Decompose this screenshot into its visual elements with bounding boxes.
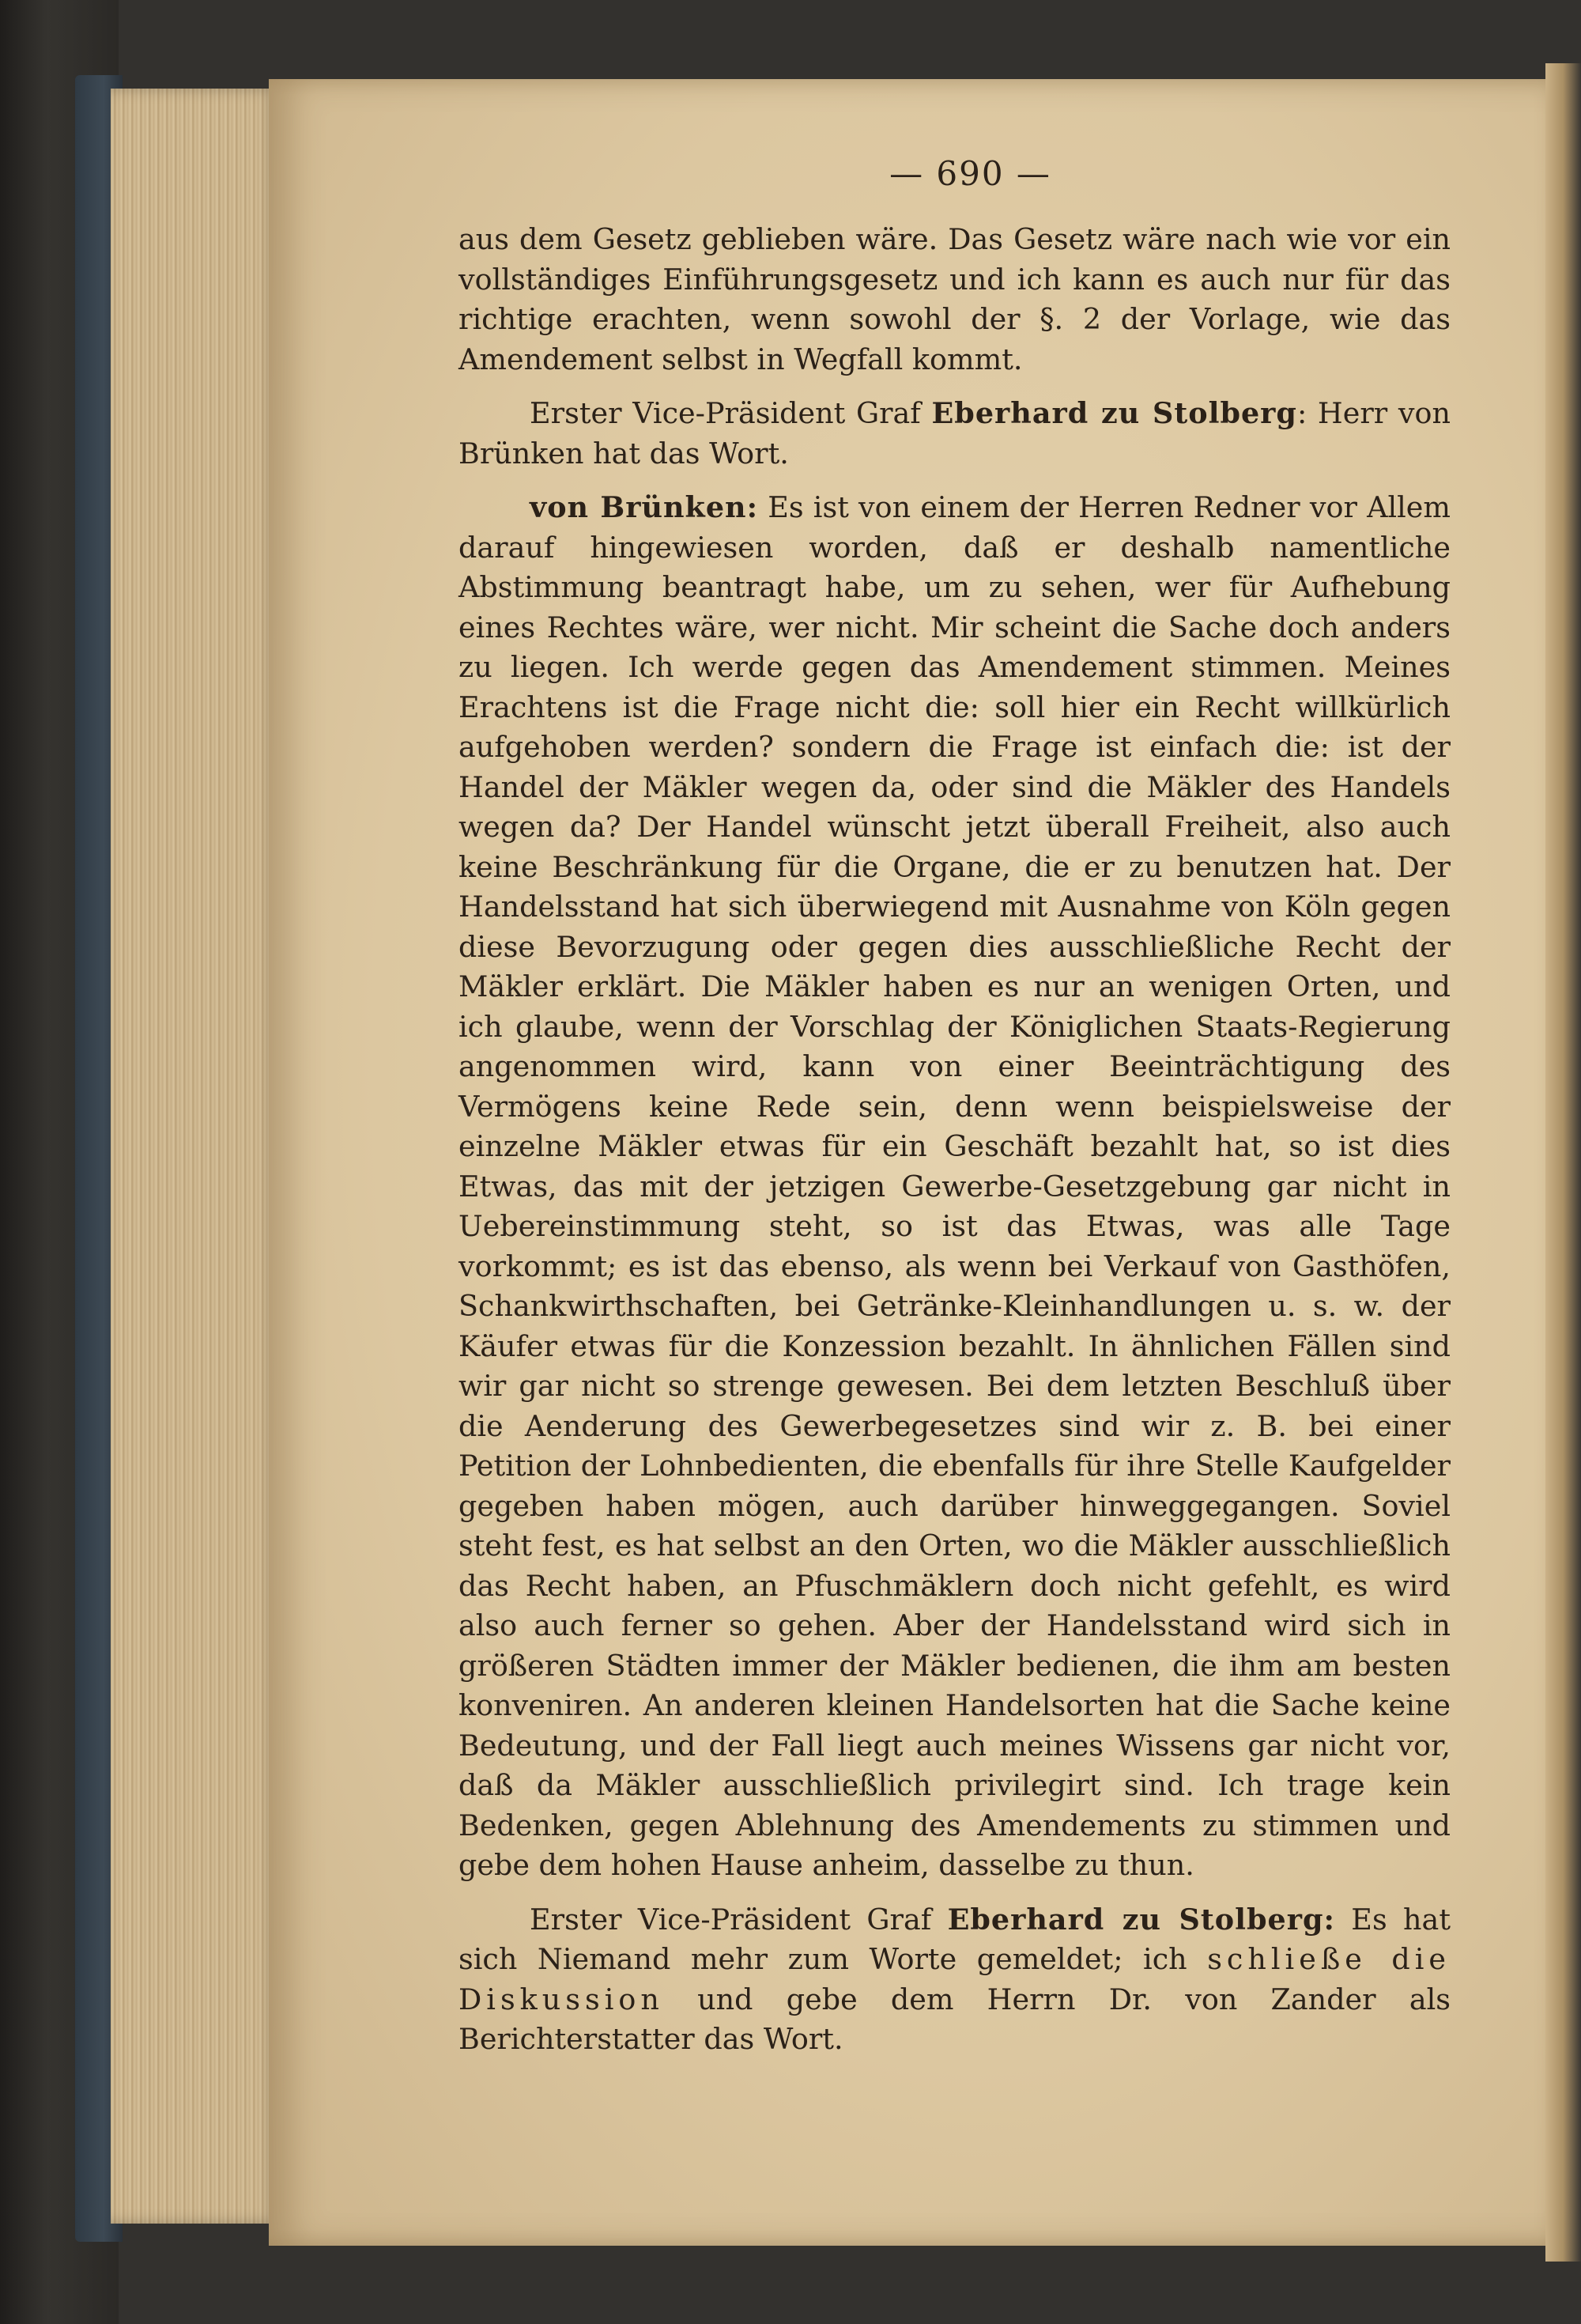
paragraph-text: Erster Vice-Präsident Graf <box>530 1902 948 1937</box>
paragraph-1 <box>458 220 1451 380</box>
page-number-header: — 690 — <box>889 154 1051 193</box>
paragraph-text: und gebe dem Herrn Dr. von Zander als Berichterstatter das Wort. <box>458 1982 1451 2056</box>
paragraph-text: : Herr von Brünken hat das Wort. <box>458 396 1451 470</box>
paragraph-text: Erster Vice-Präsident Graf <box>530 396 932 430</box>
speaker-name: Eberhard zu Stolberg <box>931 396 1297 430</box>
paragraph-text: Es hat sich Niemand mehr zum Worte gemeldet; ich <box>458 1902 1451 1976</box>
speaker-name: Eberhard zu Stolberg: <box>947 1902 1335 1937</box>
paragraph-2 <box>458 394 1451 474</box>
spaced-emphasis: schließe die Diskussion <box>458 1942 1451 2016</box>
paragraph-text: Es ist von einem der Herren Redner vor Allem darauf hingewiesen worden, daß er deshalb namentliche Abstimmung beantragt habe, um zu sehen, wer für Aufhebung eines Rechtes wäre, wer nicht. Mir scheint die Sache doch anders zu liegen. Ich werde gegen das Amendement stimmen. Meines Erachtens ist die Frage nicht die: soll hier ein Recht willkürlich aufgehoben werden? sondern die Frage ist einfach die: ist der Handel der Mäkler wegen da, oder sind die Mäkler des Handels wegen da? Der Handel wünscht jetzt überall Freiheit, also auch keine Beschränkung für die Organe, die er zu benutzen hat. Der Handelsstand hat sich überwiegend mit Ausnahme von Köln gegen diese Bevorzugung oder gegen dies ausschließliche Recht der Mäkler erklärt. Die Mäkler haben es nur an wenigen Orten, und ich glaube, wenn der Vorschlag der Königlichen Staats-Regierung angenommen wird, kann von einer Beeinträchtigung des Vermögens keine Rede sein, denn wenn beispielsweise der einzelne Mäkler etwas für ein Geschäft bezahlt hat, so ist dies Etwas, das mit der jetzigen Gewerbe-Gesetzgebung gar nicht in Uebereinstimmung steht, so ist das Etwas, was alle Tage vorkommt; es ist das ebenso, als wenn bei Verkauf von Gasthöfen, Schankwirthschaften, bei Getränke-Kleinhandlungen u. s. w. der Käufer etwas für die Konzession bezahlt. In ähnlichen Fällen sind wir gar nicht so strenge gewesen. Bei dem letzten Beschluß über die Aenderung des Gewerbegesetzes sind wir z. B. bei einer Petition der Lohnbedienten, die ebenfalls für ihre Stelle Kaufgelder gegeben haben mögen, auch darüber hinweggegangen. Soviel steht fest, es hat selbst an den Orten, wo die Mäkler ausschließlich das Recht haben, an Pfuschmäklern doch nicht gefehlt, es wird also auch ferner so gehen. Aber der Handelsstand wird sich in größeren Städten immer der Mäkler bedienen, die ihm am besten konveniren. An anderen kleinen Handelsorten hat die Sache keine Bedeutung, und der Fall liegt auch meines Wissens gar nicht vor, daß da Mäkler ausschließlich privilegirt sind. Ich trage kein Bedenken, gegen Ablehnung des Amendements zu stimmen und gebe dem hohen Hause anheim, dasselbe zu thun. <box>458 490 1451 1882</box>
page-right-edge <box>1545 63 1581 2262</box>
paragraph-3 <box>458 488 1451 1886</box>
paragraph-text: aus dem Gesetz geblieben wäre. Das Gesetz wäre nach wie vor ein vollständiges Einführungsgesetz und ich kann es auch nur für das richtige erachten, wenn sowohl der §. 2 der Vorlage, wie das Amendement selbst in Wegfall kommt. <box>458 222 1451 376</box>
speaker-name: von Brünken: <box>530 490 759 524</box>
page-content <box>458 150 1451 2074</box>
paragraph-4 <box>458 1900 1451 2060</box>
page-stack-edges <box>111 89 281 2224</box>
